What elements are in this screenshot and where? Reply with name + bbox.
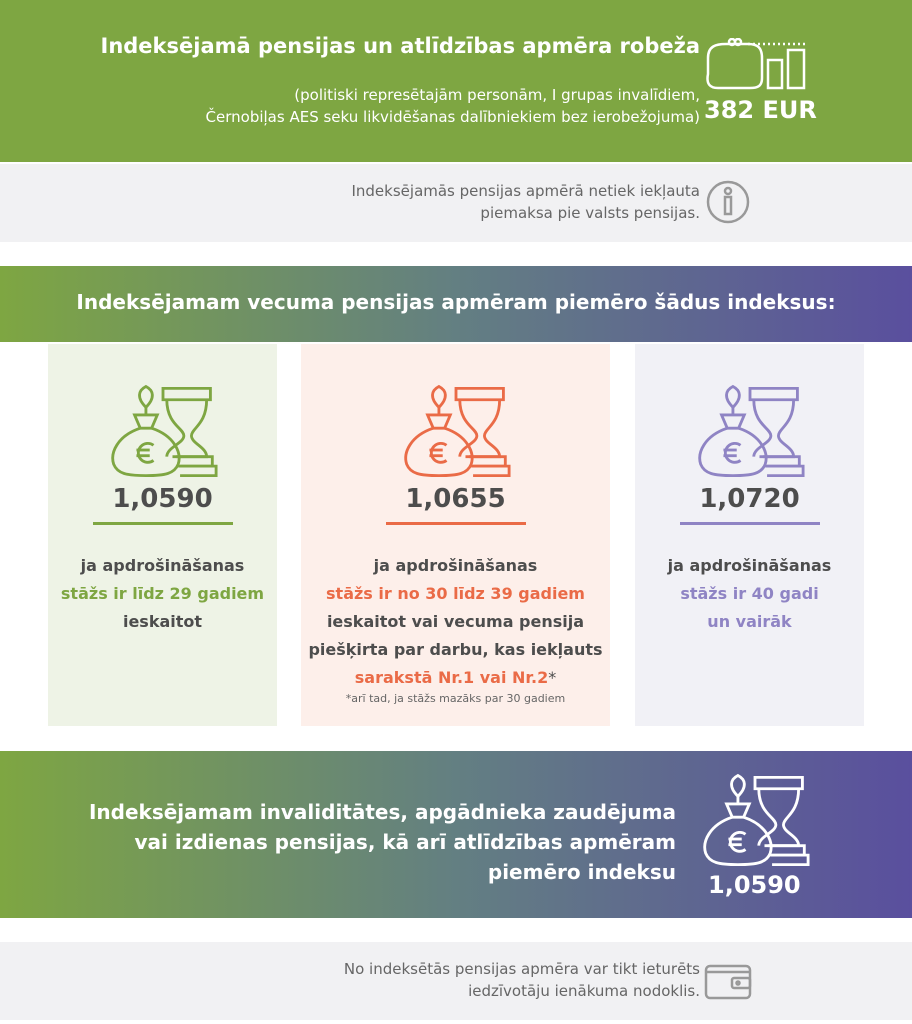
index-value: 1,0590 xyxy=(112,484,213,514)
index-card-30-39 xyxy=(301,344,610,726)
index-card-40-plus xyxy=(635,344,864,726)
other-pensions-text xyxy=(89,797,676,887)
desc-intro: ja apdrošināšanas xyxy=(373,556,538,575)
info-line: Indeksējamās pensijas apmērā netiek iekļauta xyxy=(351,182,700,200)
text-line: piemēro indeksu xyxy=(487,860,676,884)
divider xyxy=(386,522,526,525)
desc-highlight: un vairāk xyxy=(707,612,792,631)
money-bag-hourglass-icon xyxy=(700,773,810,869)
footnote: *arī tad, ja stāžs mazāks par 30 gadiem xyxy=(345,692,566,705)
info-text xyxy=(351,180,700,224)
wallet-icon xyxy=(704,962,752,1002)
banner-subtitle xyxy=(206,84,700,128)
info-band xyxy=(0,164,912,242)
index-description xyxy=(301,552,610,692)
desc-highlight: stāžs ir no 30 līdz 39 gadiem xyxy=(326,584,585,603)
info-line: piemaksa pie valsts pensijas. xyxy=(480,204,700,222)
index-value: 1,0720 xyxy=(699,484,800,514)
index-card-up-to-29 xyxy=(48,344,277,726)
subtitle-line: (politiski represētajām personām, I grupas invalīdiem, xyxy=(294,86,700,104)
money-bag-hourglass-icon xyxy=(695,384,805,480)
desc-highlight: stāžs ir līdz 29 gadiem xyxy=(60,584,265,603)
index-limit-banner xyxy=(0,0,912,162)
subtitle-line: Černobiļas AES seku likvidēšanas dalībniekiem bez ierobežojuma) xyxy=(205,108,700,126)
tax-line: No indeksētās pensijas apmēra var tikt ieturēts xyxy=(343,960,700,978)
money-bag-hourglass-icon xyxy=(108,384,218,480)
desc-highlight: stāžs ir 40 gadi xyxy=(680,584,819,603)
desc-rest: piešķirta par darbu, kas iekļauts xyxy=(308,640,603,659)
money-bag-hourglass-icon xyxy=(401,384,511,480)
tax-line: iedzīvotāju ienākuma nodoklis. xyxy=(468,982,700,1000)
asterisk: * xyxy=(548,668,557,687)
desc-intro: ja apdrošināšanas xyxy=(667,556,832,575)
info-icon xyxy=(706,180,750,224)
indices-header: Indeksējamam vecuma pensijas apmēram piemēro šādus indeksus: xyxy=(76,290,836,314)
text-line: vai izdienas pensijas, kā arī atlīdzības apmēram xyxy=(134,830,676,854)
indices-header-band xyxy=(0,266,912,342)
other-pensions-band xyxy=(0,751,912,918)
other-index-value: 1,0590 xyxy=(708,871,801,899)
divider xyxy=(93,522,233,525)
desc-highlight: sarakstā Nr.1 vai Nr.2 xyxy=(354,668,549,687)
divider xyxy=(680,522,820,525)
index-description xyxy=(635,552,864,636)
text-line: Indeksējamam invaliditātes, apgādnieka zaudējuma xyxy=(88,800,676,824)
tax-band xyxy=(0,942,912,1020)
index-description xyxy=(48,552,277,636)
index-value: 1,0655 xyxy=(405,484,506,514)
tax-text xyxy=(344,958,700,1002)
limit-amount: 382 EUR xyxy=(704,96,817,124)
desc-intro: ja apdrošināšanas xyxy=(80,556,245,575)
banner-title: Indeksējamā pensijas un atlīdzības apmēra robeža xyxy=(100,34,700,58)
desc-rest: ieskaitot vai vecuma pensija xyxy=(326,612,585,631)
purse-bars-icon xyxy=(704,38,810,92)
desc-rest: ieskaitot xyxy=(122,612,203,631)
